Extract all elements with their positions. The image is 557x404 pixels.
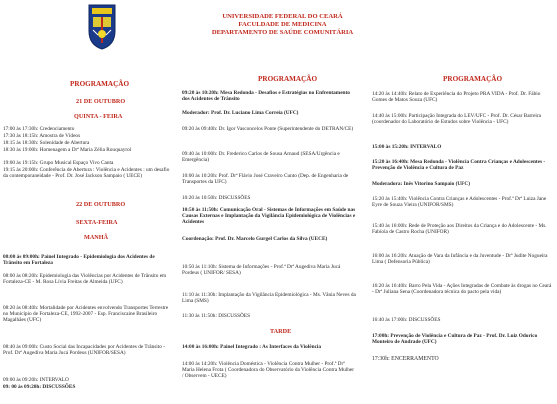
col1-interval: 09:00 às 09:20h: INTERVALO <box>3 377 69 383</box>
university-crest-icon <box>87 3 117 50</box>
col1-weekday2: SEXTA-FEIRA <box>76 219 118 226</box>
col1-day2: 22 DE OUTUBRO <box>76 201 126 208</box>
col1-item: 19:00 às 19:15h: Grupo Musical Espaço Vivo Canta <box>3 160 114 166</box>
col1-item: 18:30 às 19:00h: Homenagem a Drª Maria Zélia Rouquayrol <box>3 147 132 153</box>
col3-item: 16:20 às 16:40h: Barro Pela Vida - Ações Integradas de Combate às drogas no Ceará - Drª Juliana Sena (Coordenadora técnica do pacto pela vida) <box>372 283 552 296</box>
col3-title: PROGRAMAÇÃO <box>443 75 503 83</box>
col1-weekday1: QUINTA - FEIRA <box>74 113 123 120</box>
col3-item: 15:20 às 16:40h: Mesa Redonda - Violência Contra Crianças e Adolescentes - Prevenção de Violência e Cultura de Paz <box>372 159 546 172</box>
col3-item: 15:00 às 15:20h: INTERVALO <box>372 144 442 150</box>
col1-item: 08:20 às 08:40h: Mortalidade por Acidentes envolvendo Transportes Terrestre no Município de Fortaleza-CE, 1992-2007 - Esp. Franciscaine Brasileiro Magalhães (UFC) <box>3 305 169 324</box>
col2-item: 09:20 às 10:20h: Mesa Redonda - Desafios e Estratégias no Enfrentamento dos Acidentes de Trânsito <box>182 90 350 103</box>
col3-item: 14:40 às 15:00h: Participação Integrada do LEV/UFC - Prof. Dr. César Barreira (coordenador do Laboratório de Estudos sobre Violência - UFC) <box>372 113 542 126</box>
university-name: UNIVERSIDADE FEDERAL DO CEARÁ <box>222 13 343 20</box>
col3-closing: 17:30h: ENCERRAMENTO <box>372 356 439 362</box>
col1-item: 17:30 às 18:15h: Amostra de Vídeos <box>3 133 81 139</box>
col2-item: Moderador: Prof. Dr. Luciano Lima Correia (UFC) <box>182 110 299 116</box>
col2-item: 09:40 às 10:00h: Dr. Frederico Carlos de Sousa Arnaud (SESA/Urgência e Emergência) <box>182 151 340 164</box>
col1-item: 08:00 às 09:00h: Painel Integrado - Epidemiologia dos Acidentes de Trânsito em Fortaleza <box>3 254 155 267</box>
col3-item: Moderadora: Inês Vitorino Sampaio (UFC) <box>372 181 470 187</box>
col2-title: PROGRAMAÇÃO <box>258 75 318 83</box>
faculty-name: FACULDADE DE MEDICINA <box>238 21 327 28</box>
col2-period: TARDE <box>270 328 292 335</box>
col2-item: 10:50 às 11:10h: Sistema de Informações - Prof.ª Drª Augediva Maria Jucá Pordeus ( UNIFOR/ SESA) <box>182 264 341 277</box>
col1-item: 19:15 às 20:00h: Conferência de Abertura : Violência e Acidentes : um desafio da contemporaneidade - Prof. Dr. José Jackson Sampaio ( UECE) <box>3 167 170 180</box>
department-name: DEPARTAMENTO DE SAÚDE COMUNITÁRIA <box>211 29 354 36</box>
col2-item: 09:20 às 09:40h: Dr. Igor Vasconcelos Ponte (Superintendente do DETRAN/CE) <box>182 126 354 132</box>
col3-item: 15:40 às 16:00h: Rede de Proteção aos Direitos da Criança e do Adolescente - Ms. Fabíola de Castro Rocha (UNIFOR) <box>372 223 547 236</box>
col1-period: MANHÃ <box>84 234 109 241</box>
col1-title: PROGRAMAÇÃO <box>70 80 130 88</box>
col1-day1: 21 DE OUTUBRO <box>76 98 126 105</box>
col2-item: 14:00 às 14:20h: Violência Doméstica - Violência Contra Mulher - Prof.ª Drª Maria Helena Frota ( Coordenadora do Observatório da Violência Contra Mulher / Observem - UECE) <box>182 361 354 380</box>
col2-item: Coordenação: Prof. Dr. Marcelo Gurgel Carlos da Silva (UECE) <box>182 236 328 242</box>
col3-item: 15:20 às 15:40h: Violência Contra Crianças e Adolescentes - Prof.ª Drª Luiza Jane Eyre de Souza Vieira (UNIFOR/SMS) <box>372 196 547 209</box>
col2-item: 10:20 às 10:50h: DISCUSSÕES <box>182 195 251 201</box>
col3-item: 16:00 às 16:20h: Atuação de Vara da Infância e da Juventude - Drª Judite Nogueira Lima ( Defensoria Pública) <box>372 253 548 266</box>
col3-item: 14:20 às 14:40h: Relato de Experiência do Projeto PRA VIDA - Prof. Dr. Fábio Gomes de Matos Souza (UFC) <box>372 91 541 104</box>
col1-item: 18:15 às 18:30h: Solenidade de Abertura <box>3 140 90 146</box>
col2-item: 11:10 às 11:30h: Implantação da Vigilância Epidemiológica - Ms. Vânia Neves da Lima (SMS) <box>182 292 356 305</box>
col2-item: 10:00 às 10:20h: Prof. Drª Flávio José Craveiro Cunto (Dep. de Engenharia de Transportes da UFC) <box>182 173 349 186</box>
col1-item: 08:40 às 09:00h: Custo Social das Incapacidades por Acidentes de Trânsito - Prof. Drª Augediva Maria Jucá Pordeus (UNIFOR/SESA) <box>3 344 165 357</box>
col3-item: 16:40 às 17:00h: DISCUSSÕES <box>372 317 441 323</box>
col3-item: 17:00h: Prevenção de Violência e Cultura de Paz - Prof. Dr. Luiz Odorico Monteiro de Andrade (UFC) <box>372 333 538 346</box>
col2-item: 11:30 às 11:50h: DISCUSSÕES <box>182 313 251 319</box>
col1-item: 08:00 às 08:20h: Epidemiologia das Violências por Acidentes de Trânsito em Fortaleza-CE - M. Rosa Lívia Freitas de Almeida (UFC) <box>3 273 167 286</box>
col2-item: 10:50 às 11:50h: Comunicação Oral - Sistemas de Informações em Saúde nas Causas Externas e Implantação da Vigilância Epidemiológica de Violências e Acidentes <box>182 207 356 226</box>
col1-item: 17:00 às 17:30h: Credenciamento <box>3 126 75 132</box>
col1-discussion: 09: 00 às 09:20h: DISCUSSÕES <box>3 384 76 390</box>
col2-item: 14:00 às 16:00h: Painel Integrado : As Interfaces da Violência <box>182 344 322 350</box>
